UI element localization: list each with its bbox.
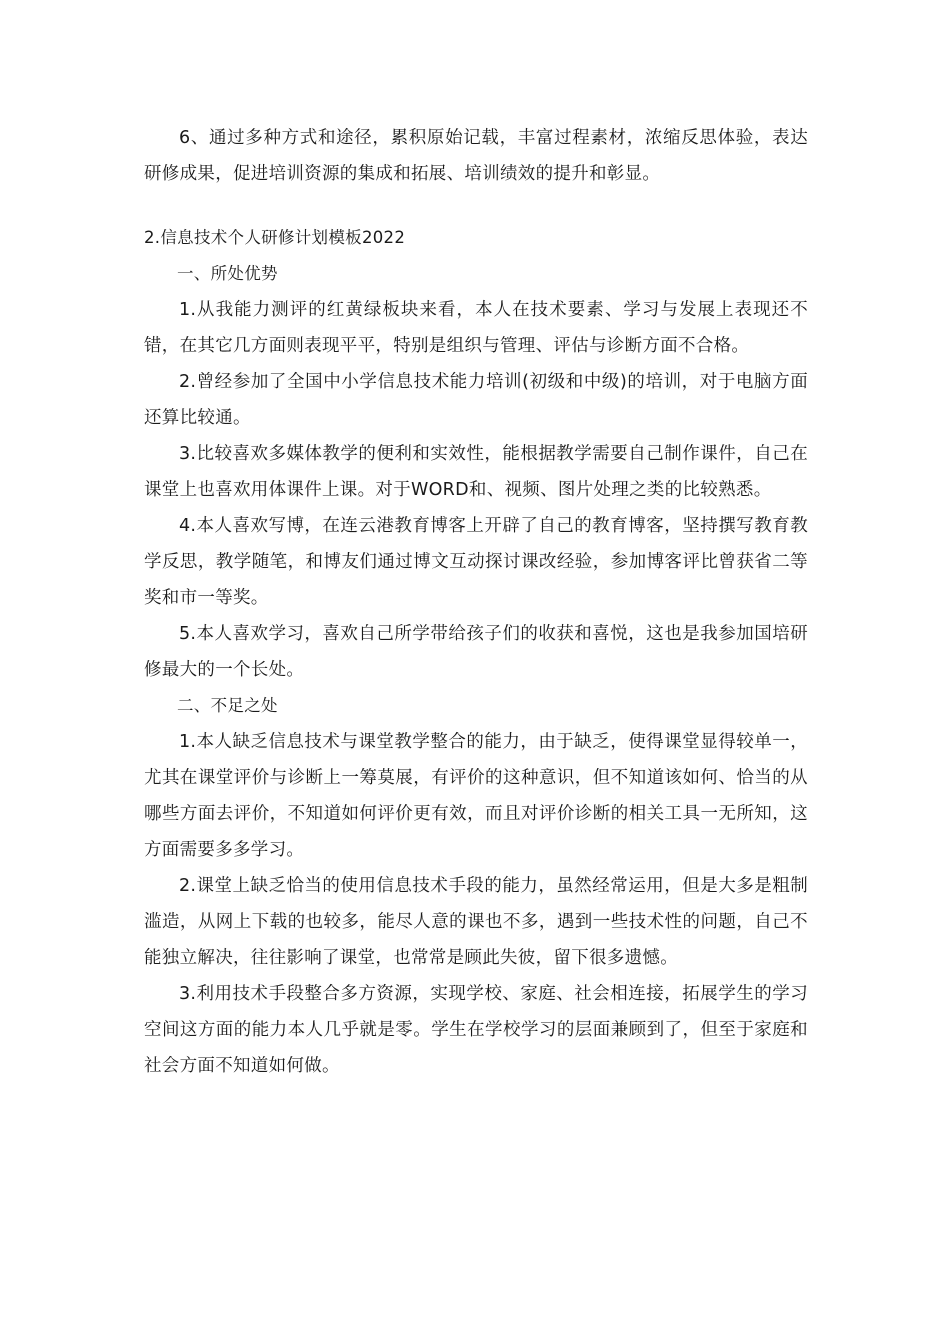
advantage-item-1: 1.从我能力测评的红黄绿板块来看，本人在技术要素、学习与发展上表现还不错，在其它几方面则表现平平，特别是组织与管理、评估与诊断方面不合格。 — [144, 300, 808, 356]
shortcoming-item-3: 3.利用技术手段整合多方资源，实现学校、家庭、社会相连接，拓展学生的学习空间这方面的能力本人几乎就是零。学生在学校学习的层面兼顾到了，但至于家庭和社会方面不知道如何做。 — [144, 984, 808, 1076]
section-heading-advantages: 一、所处优势 — [177, 264, 278, 283]
advantage-item-2: 2.曾经参加了全国中小学信息技术能力培训(初级和中级)的培训，对于电脑方面还算比较通。 — [144, 372, 808, 428]
document-body — [144, 120, 808, 1084]
document-title: 2.信息技术个人研修计划模板2022 — [144, 228, 406, 247]
advantage-item-5: 5.本人喜欢学习，喜欢自己所学带给孩子们的收获和喜悦，这也是我参加国培研修最大的一个长处。 — [144, 624, 808, 680]
advantage-item-3: 3.比较喜欢多媒体教学的便利和实效性，能根据教学需要自己制作课件，自己在课堂上也喜欢用体课件上课。对于WORD和、视频、图片处理之类的比较熟悉。 — [144, 444, 808, 500]
section-heading-shortcomings: 二、不足之处 — [177, 696, 278, 715]
shortcoming-item-2: 2.课堂上缺乏恰当的使用信息技术手段的能力，虽然经常运用，但是大多是粗制滥造，从网上下载的也较多，能尽人意的课也不多，遇到一些技术性的问题，自己不能独立解决，往往影响了课堂，也常常是顾此失彼，留下很多遗憾。 — [144, 876, 808, 968]
shortcoming-item-1: 1.本人缺乏信息技术与课堂教学整合的能力，由于缺乏，使得课堂显得较单一，尤其在课堂评价与诊断上一筹莫展，有评价的这种意识，但不知道该如何、恰当的从哪些方面去评价，不知道如何评价更有效，而且对评价诊断的相关工具一无所知，这方面需要多多学习。 — [144, 732, 808, 860]
intro-paragraph: 6、通过多种方式和途径，累积原始记载，丰富过程素材，浓缩反思体验，表达研修成果，促进培训资源的集成和拓展、培训绩效的提升和彰显。 — [144, 128, 808, 184]
advantage-item-4: 4.本人喜欢写博，在连云港教育博客上开辟了自己的教育博客，坚持撰写教育教学反思，教学随笔，和博友们通过博文互动探讨课改经验，参加博客评比曾获省二等奖和市一等奖。 — [144, 516, 808, 608]
